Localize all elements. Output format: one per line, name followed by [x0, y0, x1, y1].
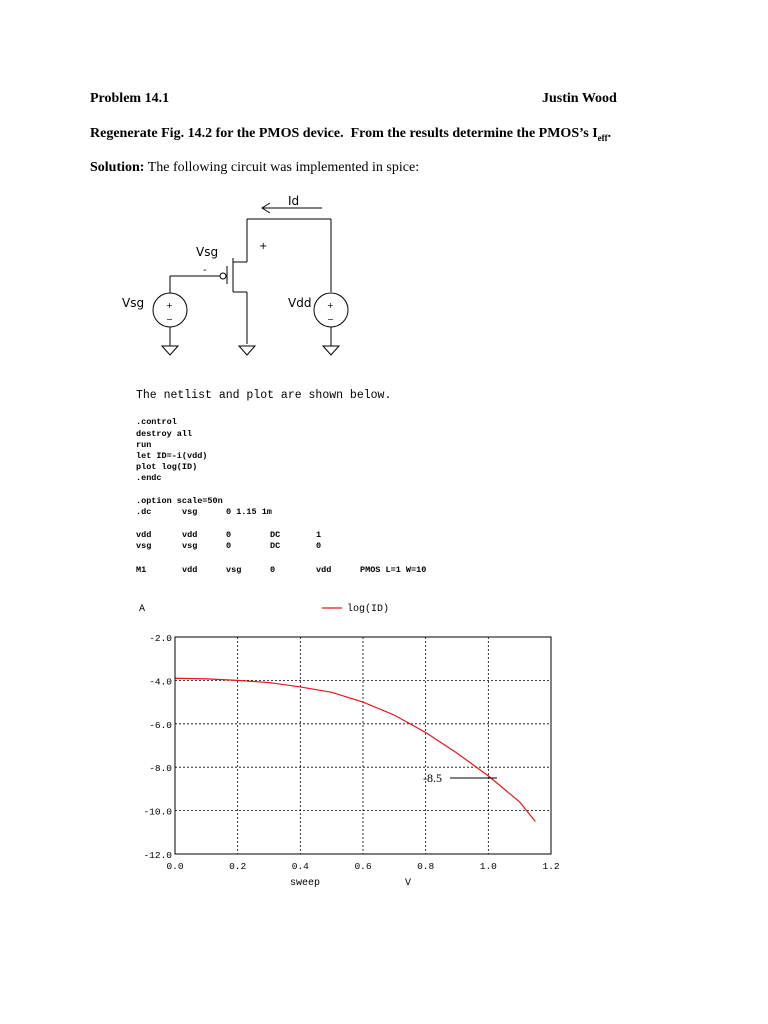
netlist-cell: .dc [136, 507, 152, 517]
x-tick-label: 0.6 [354, 861, 372, 872]
source-left-minus: − [166, 315, 173, 324]
current-label: Id [288, 194, 300, 208]
y-tick-label: -6.0 [149, 719, 172, 731]
author-name: Justin Wood [542, 91, 617, 106]
vsg-gate-label: Vsg [196, 245, 219, 259]
annotation-label: -8.5 [423, 771, 442, 786]
y-tick-label: -2.0 [149, 633, 172, 644]
source-right-minus: − [327, 315, 334, 324]
netlist-option: .option scale=50n [136, 496, 223, 506]
x-tick-label: 1.0 [479, 861, 497, 872]
netlist-cell: vdd [136, 530, 152, 540]
x-tick-label: 1.2 [542, 861, 560, 872]
statement-end: . [607, 126, 612, 141]
legend-label: log(ID) [347, 604, 390, 615]
x-tick-label: 0.2 [229, 861, 247, 872]
netlist-line: let ID=-i(vdd) [136, 451, 208, 461]
netlist-cell: 0 [226, 530, 232, 540]
netlist-cell: DC [270, 541, 281, 551]
x-tick-label: 0.4 [291, 861, 309, 872]
netlist-cell: 0 1.15 1m [226, 507, 272, 517]
netlist-cell: vsg [136, 541, 152, 551]
vsg-plus-sign: + [259, 241, 268, 252]
y-tick-label: -4.0 [149, 676, 172, 688]
netlist-cell: 0 [316, 541, 322, 551]
solution-label: Solution: [90, 160, 145, 175]
netlist-cell: vdd [316, 565, 332, 575]
netlist-line: run [136, 440, 152, 450]
netlist-cell: vdd [182, 530, 198, 540]
series-line [175, 678, 535, 821]
x-unit-label: V [405, 878, 412, 889]
y-tick-label: -10.0 [143, 806, 172, 818]
netlist-line: destroy all [136, 429, 193, 439]
netlist-cell: vsg [182, 507, 198, 517]
netlist-cell: DC [270, 530, 281, 540]
netlist-cell: vsg [182, 541, 198, 551]
netlist-line: plot log(ID) [136, 462, 198, 472]
problem-title: Problem 14.1 [90, 91, 170, 106]
netlist-line: .control [136, 417, 177, 427]
netlist-line: .endc [136, 473, 162, 483]
solution-text: The following circuit was implemented in spice: [144, 160, 420, 175]
netlist-cell: M1 [136, 565, 147, 575]
x-tick-label: 0.8 [417, 861, 435, 872]
netlist-cell: PMOS L=1 W=10 [360, 565, 427, 575]
netlist-cell: 1 [316, 530, 322, 540]
statement-subscript: eff [597, 132, 608, 143]
source-right-label: Vdd [288, 296, 312, 310]
y-tick-label: -12.0 [143, 850, 172, 861]
netlist-cell: vdd [182, 565, 198, 575]
statement-text: Regenerate Fig. 14.2 for the PMOS device. From the results determine the PMOS’s I [90, 126, 598, 141]
vsg-minus-sign: - [203, 265, 207, 276]
netlist-cell: vsg [226, 565, 242, 575]
x-axis-label: sweep [290, 878, 321, 889]
source-left-plus: + [166, 301, 173, 310]
x-tick-label: 0.0 [166, 861, 184, 872]
netlist-cell: 0 [270, 565, 276, 575]
netlist-cell: 0 [226, 541, 232, 551]
y-unit-label: A [139, 604, 146, 615]
source-left-label: Vsg [122, 296, 145, 310]
netlist-intro: The netlist and plot are shown below. [136, 389, 392, 402]
source-right-plus: + [327, 301, 334, 310]
y-tick-label: -8.0 [149, 763, 172, 775]
